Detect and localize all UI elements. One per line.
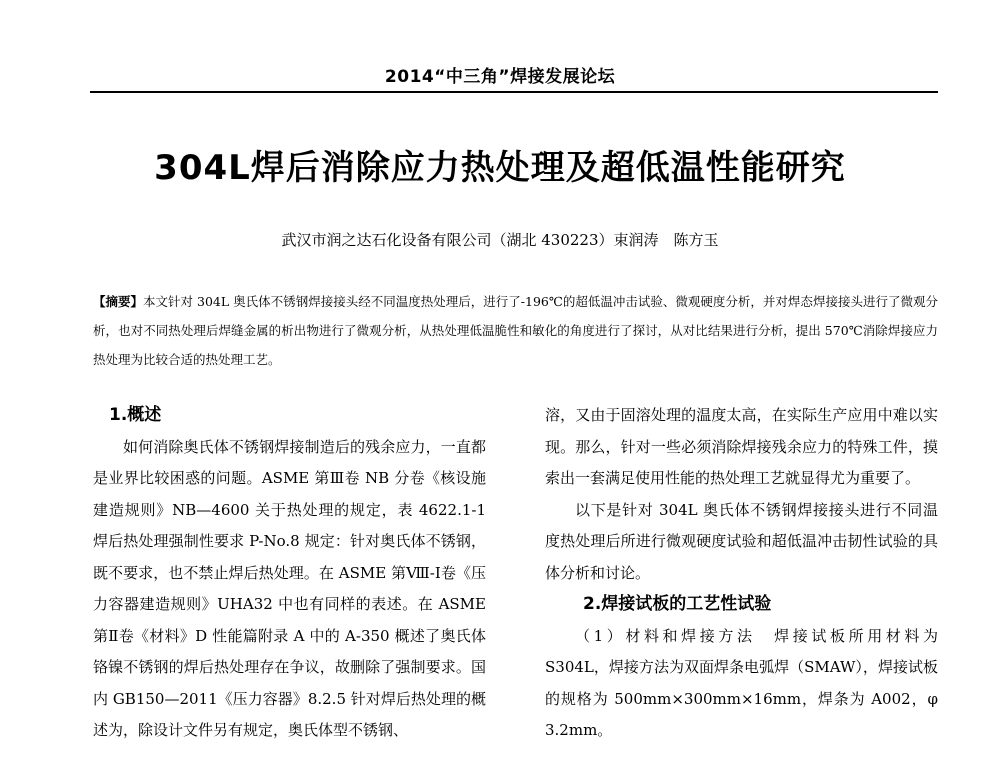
header-rule	[90, 91, 938, 93]
section-2-paragraph-1: （1）材料和焊接方法 焊接试板所用材料为 S304L，焊接方法为双面焊条电弧焊（SMAW），焊接试板的规格为 500mm×300mm×16mm，焊条为 A002，φ 3.2mm。	[545, 626, 938, 739]
abstract-label: 【摘要】	[93, 294, 144, 309]
left-column	[93, 400, 486, 747]
section-1-heading: 1.概述	[109, 405, 162, 425]
right-column	[545, 400, 938, 747]
author-affiliation: 武汉市润之达石化设备有限公司（湖北 430223）束润涛 陈方玉	[281, 231, 719, 249]
paper-title: 304L焊后消除应力热处理及超低温性能研究	[154, 148, 846, 188]
abstract	[93, 287, 938, 374]
section-1-paragraph-1: 如何消除奥氏体不锈钢焊接制造后的残余应力，一直都是业界比较困惑的问题。ASME 第Ⅲ卷 NB 分卷《核设施建造规则》NB—4600 关于热处理的规定，表 4622.1-1 焊后热处理强制性要求 P-No.8 规定：针对奥氏体不锈钢，既不要求，也不禁止焊后热处理。在 ASME 第Ⅷ-Ⅰ卷《压力容器建造规则》UHA32 中也有同样的表述。在 ASME 第Ⅱ卷《材料》D 性能篇附录 A 中的 A-350 概述了奥氏体铬镍不锈钢的焊后热处理存在争议，故删除了强制要求。国内 GB150—2011《压力容器》8.2.5 针对焊后热处理的概述为，除设计文件另有规定，奥氏体型不锈钢、	[93, 437, 486, 739]
section-1-paragraph-2: 以下是针对 304L 奥氏体不锈钢焊接接头进行不同温度热处理后所进行微观硬度试验和超低温冲击韧性试验的具体分析和讨论。	[545, 500, 938, 582]
section-1-paragraph-1-continued: 溶，又由于固溶处理的温度太高，在实际生产应用中难以实现。那么，针对一些必须消除焊接残余应力的特殊工件，摸索出一套满足使用性能的热处理工艺就显得尤为重要了。	[545, 406, 938, 487]
running-head: 2014“中三角”焊接发展论坛	[384, 67, 616, 87]
section-2-heading: 2.焊接试板的工艺性试验	[583, 594, 772, 614]
abstract-text: 本文针对 304L 奥氏体不锈钢焊接接头经不同温度热处理后，进行了-196℃的超低温冲击试验、微观硬度分析，并对焊态焊接接头进行了微观分析，也对不同热处理后焊缝金属的析出物进行了微观分析，从热处理低温脆性和敏化的角度进行了探讨，从对比结果进行分析，提出 570℃消除焊接应力热处理为比较合适的热处理工艺。	[93, 294, 938, 367]
